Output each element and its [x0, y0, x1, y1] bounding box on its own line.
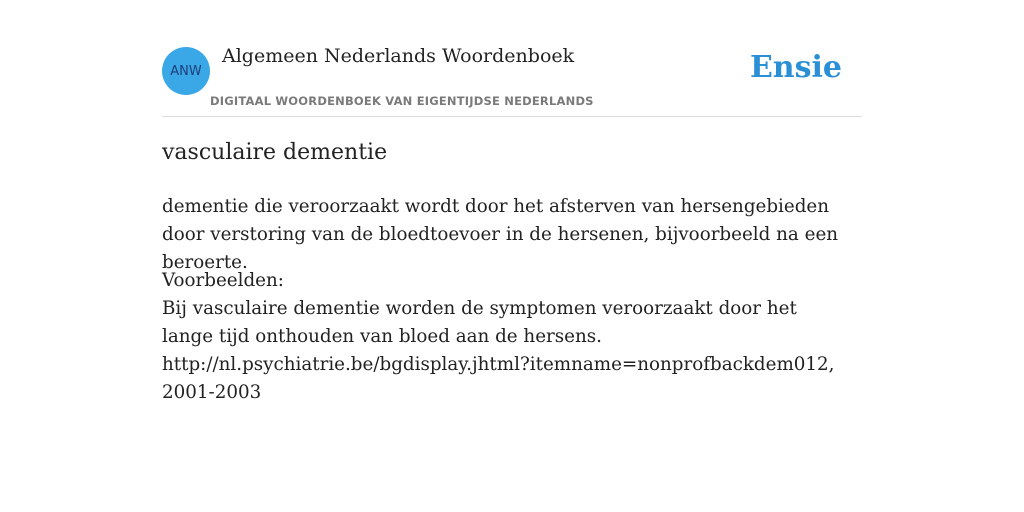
ensie-brand-link[interactable]: Ensie	[749, 50, 842, 85]
anw-logo[interactable]	[162, 47, 210, 95]
examples-section	[162, 267, 852, 407]
site-title[interactable]: Algemeen Nederlands Woordenboek	[222, 45, 575, 67]
site-subtitle: DIGITAAL WOORDENBOEK VAN EIGENTIJDSE NEDERLANDS	[210, 94, 594, 108]
examples-label: Voorbeelden:	[162, 270, 284, 291]
logo-text: ANW	[170, 63, 202, 79]
header	[162, 0, 862, 117]
entry-title: vasculaire dementie	[162, 140, 388, 165]
entry-definition: dementie die veroorzaakt wordt door het afsterven van hersengebieden door verstoring van de bloedtoevoer in de hersenen, bijvoorbeeld na een beroerte.	[162, 196, 839, 273]
example-source: http://nl.psychiatrie.be/bgdisplay.jhtml?itemname=nonprofbackdem012, 2001-2003	[162, 354, 835, 403]
example-text: Bij vasculaire dementie worden de symptomen veroorzaakt door het lange tijd onthouden van bloed aan de hersens.	[162, 298, 797, 347]
